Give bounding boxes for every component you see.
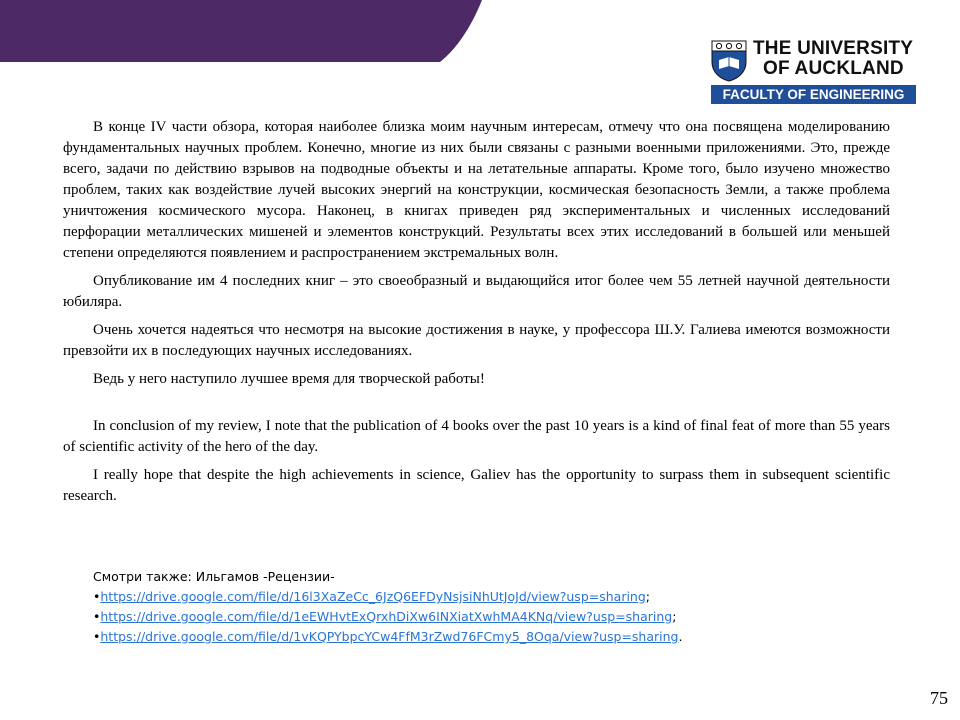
bullet: • <box>93 629 101 644</box>
reference-link-1[interactable]: https://drive.google.com/file/d/16l3XaZeCc_6JzQ6EFDyNsjsiNhUtJoJd/view?usp=sharing <box>100 589 646 604</box>
reference-item <box>93 587 893 607</box>
paragraph-en-1: In conclusion of my review, I note that the publication of 4 books over the past 10 years is a kind of final feat of more than 55 years of scientific activity of the hero of the day. <box>63 418 890 455</box>
reference-link-2[interactable]: https://drive.google.com/file/d/1eEWHvtExQrxhDiXw6INXiatXwhMA4KNq/view?usp=sharing <box>100 609 673 624</box>
corner-decoration <box>0 0 490 62</box>
crest-icon <box>711 40 747 82</box>
logo-line-2: OF AUCKLAND <box>763 58 904 79</box>
logo-line-1: THE UNIVERSITY <box>753 38 914 59</box>
references-title: Смотри также: Ильгамов -Рецензии- <box>93 569 335 584</box>
page-number: 75 <box>930 688 948 708</box>
bullet: • <box>93 589 101 604</box>
reference-item <box>93 607 893 627</box>
reference-item <box>93 627 893 647</box>
reference-link-3[interactable]: https://drive.google.com/file/d/1vKQPYbpcYCw4FfM3rZwd76FCmy5_8Oqa/view?usp=sharing <box>100 629 679 644</box>
paragraph-ru-4: Ведь у него наступило лучшее время для творческой работы! <box>93 371 485 387</box>
paragraph-ru-2: Опубликование им 4 последних книг – это своеобразный и выдающийся итог более чем 55 летней научной деятельности юбиляра. <box>63 273 890 310</box>
paragraph-ru-3: Очень хочется надеяться что несмотря на высокие достижения в науке, у профессора Ш.У. Галиева имеются возможности превзойти их в последующих научных исследованиях. <box>63 322 890 359</box>
main-text <box>63 117 890 514</box>
paragraph-en-2: I really hope that despite the high achievements in science, Galiev has the opportunity to surpass them in subsequent scientific research. <box>63 467 890 504</box>
reference-suffix: ; <box>645 589 651 604</box>
paragraph-ru-1: В конце IV части обзора, которая наиболее близка моим научным интересам, отмечу что она посвящена моделированию фундаментальных научных проблем. Конечно, многие из них были связаны с разными военными приложениями. Это, прежде всего, задачи по действию взрывов на подводные объекты и на летательные аппараты. Кроме того, было изучено множество проблем, таких как воздействие лучей высоких энергий на конструкции, космическая безопасность Земли, а также проблема уничтожения космического мусора. Наконец, в книгах приведен ряд экспериментальных и численных исследований перфорации металлических мишеней и элементов конструкций. Результаты всех этих исследований в большей или меньшей степени определяются появлением и распространением экстремальных волн. <box>63 119 890 261</box>
university-logo <box>711 38 921 104</box>
bullet: • <box>93 609 101 624</box>
reference-suffix: . <box>678 629 683 644</box>
faculty-banner: FACULTY OF ENGINEERING <box>711 85 916 104</box>
reference-suffix: ; <box>672 609 677 624</box>
references-block <box>93 567 893 647</box>
